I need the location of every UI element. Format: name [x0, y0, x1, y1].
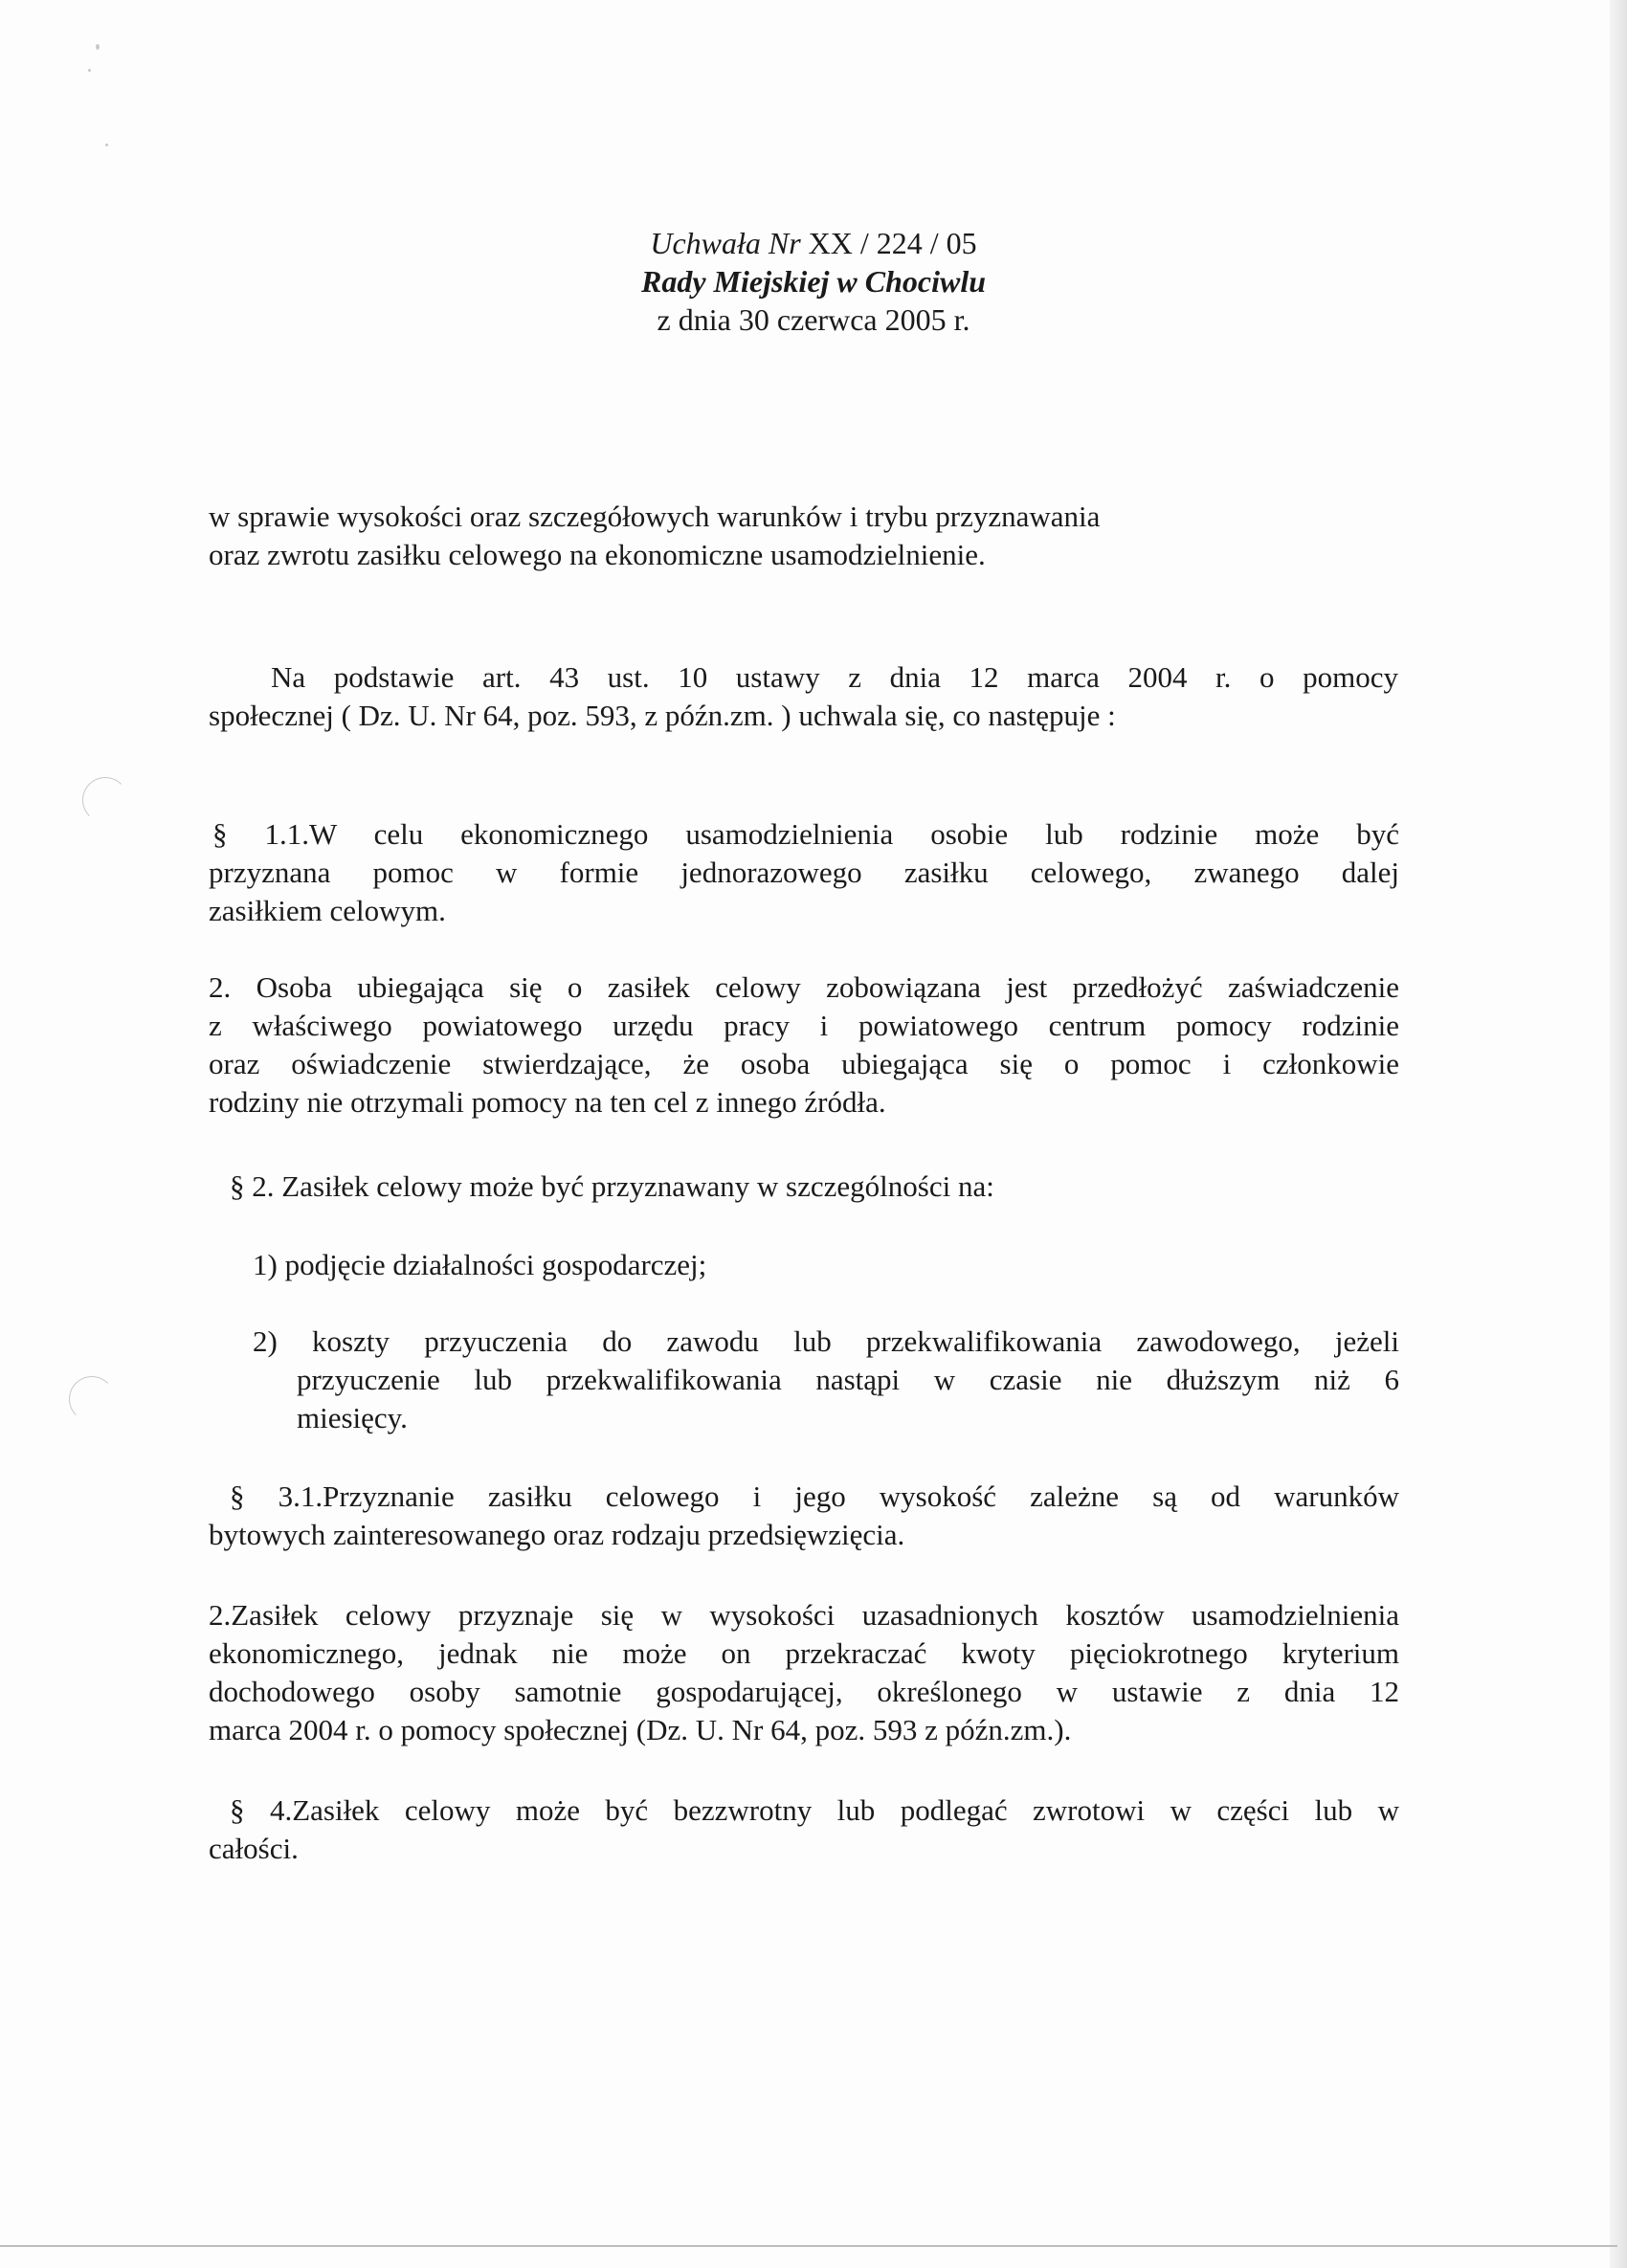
resolution-date: z dnia 30 czerwca 2005 r.	[657, 302, 970, 337]
section1-point2-line-2: z właściwego powiatowego urzędu pracy i powiatowego centrum pomocy rodzinie	[209, 1009, 1399, 1042]
section3-point1-line-1: § 3.1.Przyznanie zasiłku celowego i jego wysokość zależne są od warunków	[230, 1479, 1399, 1513]
nr-word: Nr	[768, 226, 801, 260]
section1-point1-line-3: zasiłkiem celowym.	[209, 894, 446, 927]
punch-hole-mark	[69, 1376, 115, 1422]
resolution-word: Uchwała	[650, 226, 761, 260]
section2-item-2-line-3: miesięcy.	[297, 1401, 408, 1434]
scan-speck	[105, 144, 108, 146]
scan-speck	[88, 69, 91, 72]
scan-speck	[96, 44, 100, 50]
subject-line-1: w sprawie wysokości oraz szczegółowych warunków i trybu przyznawania	[209, 500, 1101, 533]
section1-point1-line-2: przyznana pomoc w formie jednorazowego zasiłku celowego, zwanego dalej	[209, 856, 1399, 889]
resolution-number: XX / 224 / 05	[808, 226, 977, 260]
section2-intro: § 2. Zasiłek celowy może być przyznawany w szczególności na:	[230, 1169, 994, 1203]
section2-item-2-line-1: 2) koszty przyuczenia do zawodu lub przekwalifikowania zawodowego, jeżeli	[253, 1324, 1399, 1358]
preamble-line-2: społecznej ( Dz. U. Nr 64, poz. 593, z późn.zm. ) uchwala się, co następuje :	[209, 699, 1116, 732]
section4-line-2: całości.	[209, 1832, 299, 1865]
section2-item-2-line-2: przyuczenie lub przekwalifikowania nastąpi w czasie nie dłuższym niż 6	[297, 1363, 1399, 1396]
section1-point2-line-1: 2. Osoba ubiegająca się o zasiłek celowy zobowiązana jest przedłożyć zaświadczenie	[209, 970, 1399, 1004]
section1-point2-line-4: rodziny nie otrzymali pomocy na ten cel z innego źródła.	[209, 1085, 886, 1119]
section1-point2-line-3: oraz oświadczenie stwierdzające, że osoba ubiegająca się o pomoc i członkowie	[209, 1047, 1399, 1080]
section3-point1-line-2: bytowych zainteresowanego oraz rodzaju przedsięwzięcia.	[209, 1518, 905, 1551]
section3-point2-line-3: dochodowego osoby samotnie gospodarującej, określonego w ustawie z dnia 12	[209, 1675, 1399, 1708]
scan-edge-shadow	[1610, 0, 1627, 2268]
scan-bottom-line	[0, 2245, 1617, 2247]
resolution-number-line	[0, 224, 1627, 262]
section3-point2-line-2: ekonomicznego, jednak nie może on przekraczać kwoty pięciokrotnego kryterium	[209, 1636, 1399, 1670]
preamble-line-1: Na podstawie art. 43 ust. 10 ustawy z dnia 12 marca 2004 r. o pomocy	[271, 660, 1398, 694]
section2-item-1: 1) podjęcie działalności gospodarczej;	[253, 1248, 707, 1281]
section3-point2-line-1: 2.Zasiłek celowy przyznaje się w wysokości uzasadnionych kosztów usamodzielnienia	[209, 1598, 1399, 1632]
resolution-header	[0, 224, 1627, 339]
section3-point2-line-4: marca 2004 r. o pomocy społecznej (Dz. U. Nr 64, poz. 593 z późn.zm.).	[209, 1713, 1072, 1746]
section4-line-1: § 4.Zasiłek celowy może być bezzwrotny lub podlegać zwrotowi w części lub w	[230, 1793, 1399, 1827]
council-name: Rady Miejskiej w Chociwlu	[640, 264, 987, 299]
subject-line-2: oraz zwrotu zasiłku celowego na ekonomiczne usamodzielnienie.	[209, 538, 986, 571]
section1-point1-line-1: § 1.1.W celu ekonomicznego usamodzielnienia osobie lub rodzinie może być	[212, 817, 1399, 851]
punch-hole-mark	[82, 777, 128, 823]
